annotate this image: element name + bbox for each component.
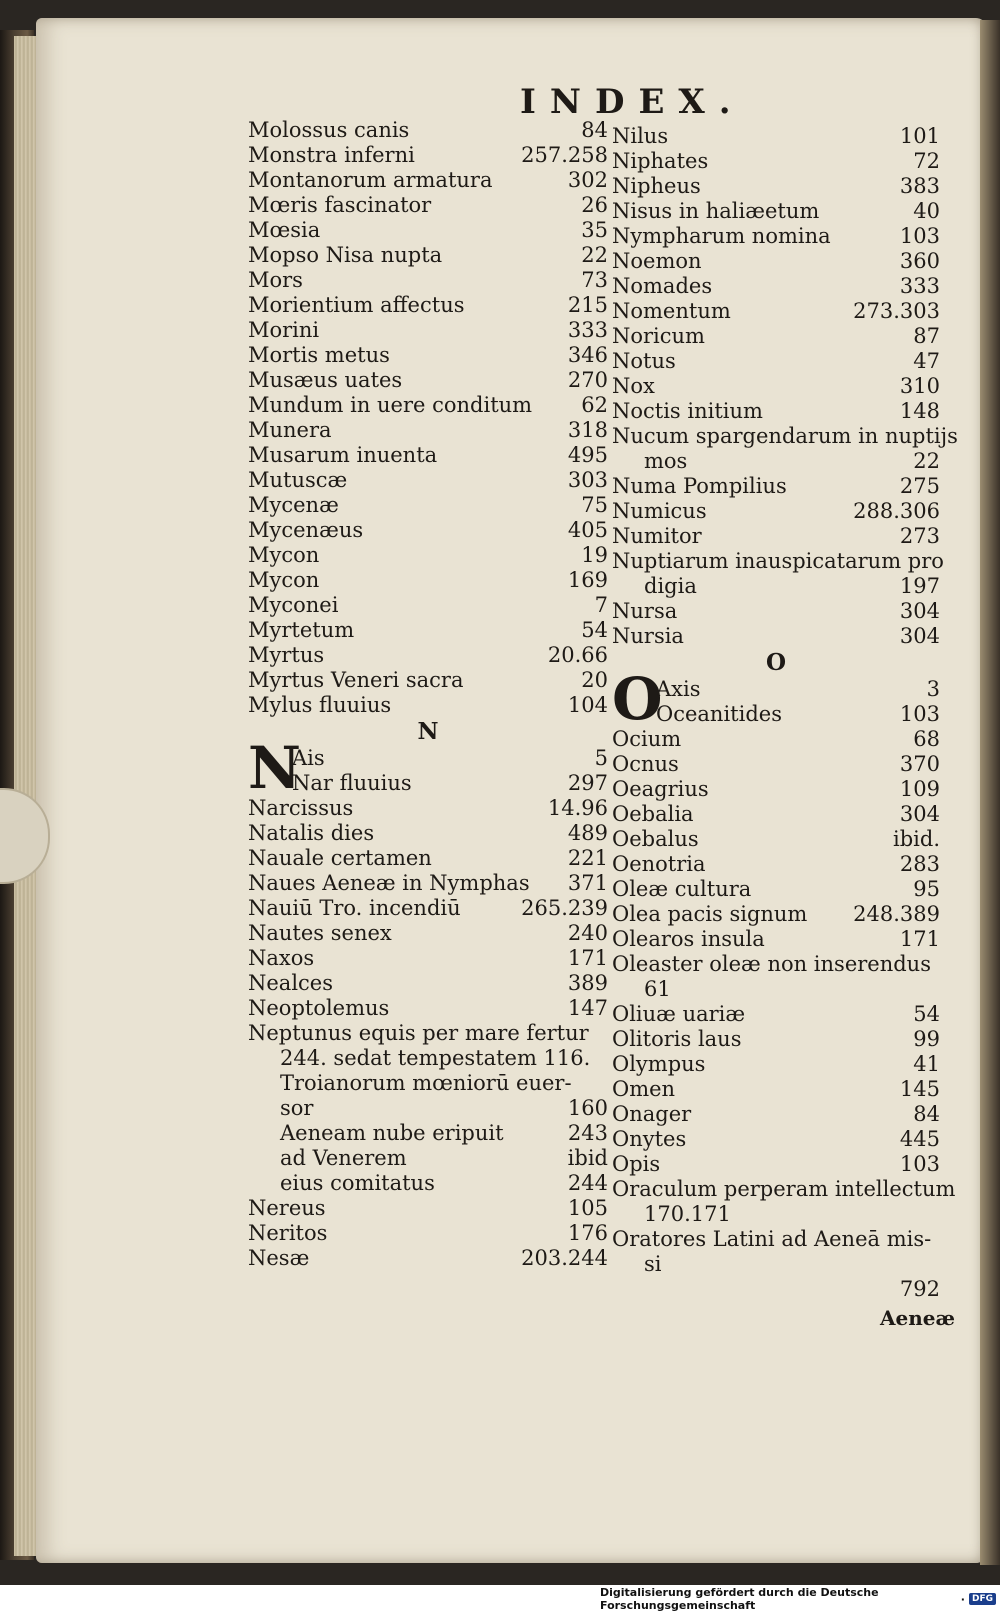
entry-term: Onager	[612, 1102, 692, 1126]
entry-page: 171	[567, 946, 608, 970]
entry-term: Nuptiarum inauspicatarum pro	[612, 549, 944, 573]
entry-term: Nereus	[248, 1196, 326, 1220]
section-letter-n: N	[417, 718, 439, 745]
entry-page: 103	[899, 1152, 940, 1176]
index-entry	[248, 1221, 608, 1246]
index-entry	[612, 199, 940, 224]
entry-page: 95	[913, 877, 940, 901]
entry-term: Musarum inuenta	[248, 443, 438, 467]
entry-page: 176	[567, 1221, 608, 1245]
entry-term: Munera	[248, 418, 332, 442]
catchword: Aeneæ	[880, 1306, 956, 1330]
entry-page: 304	[899, 599, 940, 623]
entry-term: Oleæ cultura	[612, 877, 752, 901]
index-entry	[612, 149, 940, 174]
entry-term: Ocium	[612, 727, 682, 751]
entry-term: Notus	[612, 349, 676, 373]
right-index-column	[612, 124, 958, 1302]
entry-term: Narcissus	[248, 796, 354, 820]
entry-term: Natalis dies	[248, 821, 375, 845]
entry-term: Neritos	[248, 1221, 328, 1245]
entry-term: Noricum	[612, 324, 705, 348]
entry-term: Oebalus	[612, 827, 699, 851]
entry-term: Neptunus equis per mare fertur	[248, 1021, 589, 1045]
index-entry	[248, 946, 608, 971]
entry-page: 68	[913, 727, 940, 751]
entry-term: Opis	[612, 1152, 661, 1176]
index-entry	[612, 1277, 940, 1302]
entry-page: 84	[913, 1102, 940, 1126]
footer-separator: ·	[960, 1592, 965, 1606]
entry-page: 7	[594, 593, 608, 617]
index-entry	[248, 593, 608, 618]
entry-term: Niphates	[612, 149, 709, 173]
index-entry	[248, 1146, 608, 1171]
entry-page: 47	[913, 349, 940, 373]
index-entry	[612, 677, 940, 702]
entry-page: 304	[899, 624, 940, 648]
index-entry	[248, 871, 608, 896]
entry-term: Morini	[248, 318, 320, 342]
entry-page: 160	[567, 1096, 608, 1120]
entry-page: 20.66	[547, 643, 608, 667]
dfg-footer	[600, 1586, 996, 1612]
entry-term: Nauale certamen	[248, 846, 432, 870]
entry-page: 22	[581, 243, 608, 267]
entry-page: 445	[899, 1127, 940, 1151]
entry-term: Oenotria	[612, 852, 706, 876]
index-entry	[248, 1171, 608, 1196]
entry-term: Oeagrius	[612, 777, 709, 801]
entry-term: Nilus	[612, 124, 669, 148]
entry-term: Olympus	[612, 1052, 706, 1076]
entry-term: ad Venerem	[280, 1146, 407, 1170]
index-entry	[612, 977, 940, 1002]
index-entry	[248, 1096, 608, 1121]
index-entry	[248, 996, 608, 1021]
index-entry	[248, 168, 608, 193]
section-letter-o: O	[765, 649, 787, 676]
entry-page: 41	[913, 1052, 940, 1076]
entry-page: 288.306	[853, 499, 940, 523]
entry-term: Nesæ	[248, 1246, 310, 1270]
entry-term: Oceanitides	[656, 702, 782, 726]
entry-page: 35	[581, 218, 608, 242]
entry-page: 792	[899, 1277, 940, 1301]
entry-page: 273.303	[853, 299, 940, 323]
entry-term: Nar fluuius	[292, 771, 412, 795]
entry-term: Numa Pompilius	[612, 474, 787, 498]
entry-page: 73	[581, 268, 608, 292]
entry-page: 273	[899, 524, 940, 548]
index-entry	[248, 143, 608, 168]
index-entry	[248, 318, 608, 343]
index-entry	[612, 274, 940, 299]
n-initial-block	[248, 734, 608, 802]
index-entry	[248, 771, 608, 796]
drop-capital: O	[612, 665, 663, 733]
index-entry	[612, 1202, 940, 1227]
entry-page: 318	[567, 418, 608, 442]
entry-page: 257.258	[521, 143, 608, 167]
entry-term: Numitor	[612, 524, 702, 548]
index-entry	[612, 249, 940, 274]
index-entry	[612, 349, 940, 374]
entry-term: Aeneam nube eripuit	[280, 1121, 504, 1145]
entry-term: Noctis initium	[612, 399, 763, 423]
entry-page: 215	[567, 293, 608, 317]
index-entry	[248, 193, 608, 218]
entry-term: Molossus canis	[248, 118, 410, 142]
index-entry	[612, 299, 940, 324]
entry-page: 265.239	[521, 896, 608, 920]
entry-term: Nomades	[612, 274, 713, 298]
index-entry	[248, 268, 608, 293]
index-entry	[612, 424, 958, 449]
entry-term: Olearos insula	[612, 927, 765, 951]
index-entry	[612, 1102, 940, 1127]
index-entry	[612, 1227, 940, 1252]
entry-term: Mycenæ	[248, 493, 339, 517]
index-entry	[248, 1196, 608, 1221]
entry-page: 304	[899, 802, 940, 826]
entry-term: Mœsia	[248, 218, 321, 242]
entry-term: Oratores Latini ad Aeneā mis-	[612, 1227, 932, 1251]
index-entry	[612, 827, 940, 852]
entry-page: 495	[567, 443, 608, 467]
entry-page: 275	[899, 474, 940, 498]
entry-page: 26	[581, 193, 608, 217]
index-entry	[612, 902, 940, 927]
o-initial-block	[612, 665, 940, 733]
index-entry	[612, 449, 940, 474]
entry-page: 104	[567, 693, 608, 717]
entry-term: Mortis metus	[248, 343, 390, 367]
index-entry	[612, 1152, 940, 1177]
footer-text: Digitalisierung gefördert durch die Deutsche Forschungsgemeinschaft	[600, 1586, 879, 1612]
entry-term: Ais	[292, 746, 325, 770]
index-entry	[612, 374, 940, 399]
entry-page: 283	[899, 852, 940, 876]
dfg-logo-icon: DFG	[969, 1593, 996, 1605]
index-entry	[612, 499, 940, 524]
entry-page: 270	[567, 368, 608, 392]
entry-page: 3	[926, 677, 940, 701]
entry-page: 103	[899, 224, 940, 248]
entry-page: 147	[567, 996, 608, 1020]
entry-page: 221	[567, 846, 608, 870]
index-entry	[612, 124, 940, 149]
index-entry	[248, 243, 608, 268]
entry-term: 244. sedat tempestatem 116.	[280, 1046, 591, 1070]
entry-page: 109	[899, 777, 940, 801]
entry-page: 22	[913, 449, 940, 473]
entry-term: Morientium affectus	[248, 293, 465, 317]
index-entry	[248, 971, 608, 996]
index-entry	[248, 693, 608, 718]
entry-term: Mundum in uere conditum	[248, 393, 533, 417]
entry-term: Axis	[656, 677, 701, 701]
entry-page: 197	[899, 574, 940, 598]
entry-term: Mopso Nisa nupta	[248, 243, 443, 267]
entry-page: 5	[594, 746, 608, 770]
index-entry	[612, 174, 940, 199]
entry-term: Nipheus	[612, 174, 701, 198]
entry-page: 62	[581, 393, 608, 417]
index-entry	[248, 643, 608, 668]
index-entry	[248, 1021, 608, 1046]
binding-edge	[980, 20, 1000, 1565]
page-header: INDEX.	[520, 82, 745, 122]
entry-term: Myrtus	[248, 643, 325, 667]
entry-page: 371	[567, 871, 608, 895]
entry-term: Omen	[612, 1077, 676, 1101]
entry-term: Mycon	[248, 543, 320, 567]
entry-page: 54	[581, 618, 608, 642]
index-entry	[248, 846, 608, 871]
index-entry	[612, 927, 940, 952]
entry-term: Monstra inferni	[248, 143, 415, 167]
entry-term: Naues Aeneæ in Nymphas	[248, 871, 530, 895]
entry-term: Mutuscæ	[248, 468, 348, 492]
entry-term: Nox	[612, 374, 655, 398]
entry-term: 170.171	[644, 1202, 731, 1226]
entry-term: Oleaster oleæ non inserendus	[612, 952, 931, 976]
index-entry	[612, 549, 944, 574]
index-entry	[612, 1177, 956, 1202]
index-entry	[612, 1027, 940, 1052]
entry-page: 360	[899, 249, 940, 273]
index-entry	[248, 796, 608, 821]
index-entry	[248, 746, 608, 771]
entry-page: 171	[899, 927, 940, 951]
entry-page: 244	[567, 1171, 608, 1195]
entry-term: Nucum spargendarum in nuptijs	[612, 424, 958, 448]
index-entry	[248, 393, 608, 418]
index-entry	[248, 518, 608, 543]
entry-term: Mylus fluuius	[248, 693, 392, 717]
drop-capital: N	[248, 734, 302, 802]
entry-term: sor	[280, 1096, 314, 1120]
entry-page: 333	[899, 274, 940, 298]
entry-term: Olea pacis signum	[612, 902, 808, 926]
index-entry	[248, 1246, 608, 1271]
entry-term: Mœris fascinator	[248, 193, 432, 217]
entry-term: Nursia	[612, 624, 684, 648]
index-entry	[248, 543, 608, 568]
entry-term: Nursa	[612, 599, 678, 623]
index-entry	[612, 877, 940, 902]
entry-term: Neoptolemus	[248, 996, 390, 1020]
entry-page: 40	[913, 199, 940, 223]
entry-page: 72	[913, 149, 940, 173]
index-entry	[612, 1127, 940, 1152]
index-entry	[612, 524, 940, 549]
index-entry	[248, 368, 608, 393]
entry-term: Ocnus	[612, 752, 679, 776]
entry-term: Mycenæus	[248, 518, 364, 542]
index-entry	[248, 821, 608, 846]
index-entry	[248, 468, 608, 493]
entry-page: 303	[567, 468, 608, 492]
entry-term: Mors	[248, 268, 303, 292]
entry-term: digia	[644, 574, 697, 598]
index-entry	[248, 1071, 608, 1096]
entry-term: Nealces	[248, 971, 334, 995]
index-entry	[612, 474, 940, 499]
entry-page: 105	[567, 1196, 608, 1220]
index-entry	[612, 574, 940, 599]
index-entry	[612, 224, 940, 249]
index-entry	[248, 418, 608, 443]
entry-term: 61	[644, 977, 671, 1001]
entry-term: Noemon	[612, 249, 702, 273]
entry-page: 99	[913, 1027, 940, 1051]
entry-page: 297	[567, 771, 608, 795]
entry-term: Oebalia	[612, 802, 694, 826]
entry-page: 240	[567, 921, 608, 945]
entry-term: Nautes senex	[248, 921, 392, 945]
index-entry	[612, 399, 940, 424]
entry-page: 203.244	[521, 1246, 608, 1270]
index-entry	[248, 1121, 608, 1146]
index-entry	[612, 1052, 940, 1077]
entry-page: 310	[899, 374, 940, 398]
entry-term: eius comitatus	[280, 1171, 435, 1195]
entry-page: 101	[899, 124, 940, 148]
index-entry	[612, 777, 940, 802]
entry-page: 383	[899, 174, 940, 198]
index-entry	[612, 702, 940, 727]
entry-term: si	[644, 1252, 662, 1276]
index-entry	[612, 752, 940, 777]
index-entry	[248, 921, 608, 946]
index-entry	[612, 727, 940, 752]
entry-page: 248.389	[853, 902, 940, 926]
entry-page: 243	[567, 1121, 608, 1145]
entry-term: Troianorum mœniorū euer-	[280, 1071, 572, 1095]
entry-term: Naxos	[248, 946, 315, 970]
entry-page: 54	[913, 1002, 940, 1026]
entry-term: Nisus in haliæetum	[612, 199, 820, 223]
entry-page: 20	[581, 668, 608, 692]
index-entry	[248, 896, 608, 921]
index-entry	[612, 1252, 940, 1277]
entry-page: 389	[567, 971, 608, 995]
index-entry	[248, 343, 608, 368]
entry-term: Mycon	[248, 568, 320, 592]
index-entry	[248, 443, 608, 468]
index-entry	[248, 668, 608, 693]
entry-page: 145	[899, 1077, 940, 1101]
entry-page: ibid	[567, 1146, 608, 1170]
entry-page: 14.96	[547, 796, 608, 820]
entry-term: Olitoris laus	[612, 1027, 742, 1051]
entry-page: 148	[899, 399, 940, 423]
index-entry	[612, 624, 940, 649]
index-entry	[612, 952, 940, 977]
entry-page: 87	[913, 324, 940, 348]
entry-page: 103	[899, 702, 940, 726]
entry-page: 333	[567, 318, 608, 342]
entry-term: Myrtus Veneri sacra	[248, 668, 464, 692]
entry-term: Montanorum armatura	[248, 168, 493, 192]
index-entry	[612, 802, 940, 827]
entry-page: 75	[581, 493, 608, 517]
index-entry	[248, 118, 608, 143]
index-entry	[612, 1002, 940, 1027]
entry-term: Musæus uates	[248, 368, 403, 392]
entry-term: Numicus	[612, 499, 707, 523]
entry-term: mos	[644, 449, 688, 473]
entry-term: Nomentum	[612, 299, 731, 323]
entry-page: 302	[567, 168, 608, 192]
index-entry	[248, 493, 608, 518]
index-entry	[612, 1077, 940, 1102]
entry-page: ibid.	[893, 827, 940, 851]
entry-term: Oliuæ uariæ	[612, 1002, 746, 1026]
entry-page: 489	[567, 821, 608, 845]
entry-page: 405	[567, 518, 608, 542]
entry-term: Onytes	[612, 1127, 687, 1151]
entry-page: 84	[581, 118, 608, 142]
entry-page: 169	[567, 568, 608, 592]
index-entry	[248, 1046, 608, 1071]
entry-page: 346	[567, 343, 608, 367]
index-entry	[248, 618, 608, 643]
entry-term: Myrtetum	[248, 618, 355, 642]
entry-term: Nympharum nomina	[612, 224, 831, 248]
left-index-column	[248, 118, 608, 1271]
entry-term: Myconei	[248, 593, 339, 617]
entry-term: Oraculum perperam intellectum	[612, 1177, 956, 1201]
index-entry	[248, 218, 608, 243]
index-entry	[612, 324, 940, 349]
entry-term: Nauiū Tro. incendiū	[248, 896, 461, 920]
entry-page: 370	[899, 752, 940, 776]
index-entry	[248, 568, 608, 593]
index-entry	[612, 599, 940, 624]
index-entry	[248, 293, 608, 318]
entry-page: 19	[581, 543, 608, 567]
index-entry	[612, 852, 940, 877]
